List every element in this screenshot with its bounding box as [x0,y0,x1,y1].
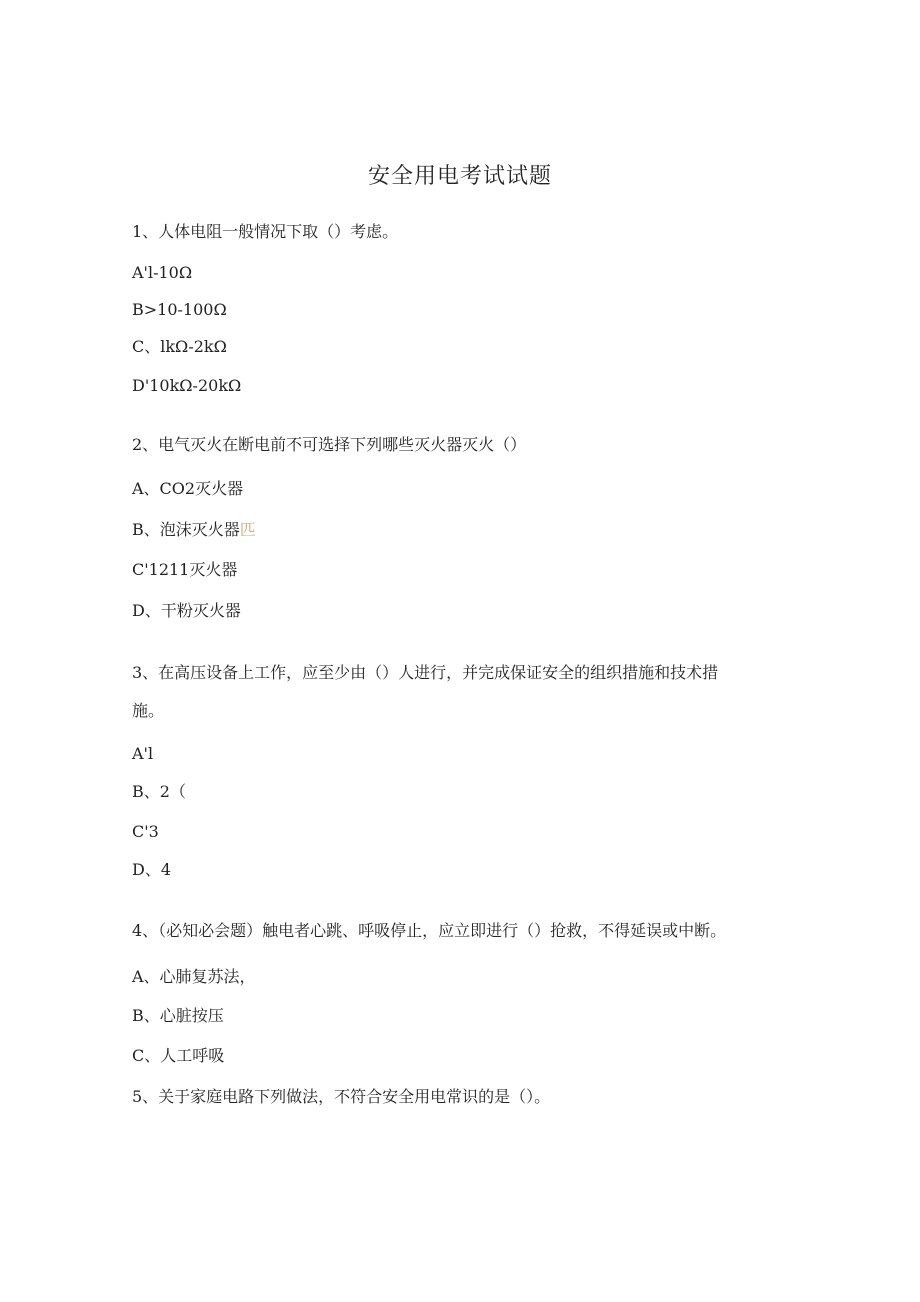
question-1-option-a: A'l-10Ω [132,263,193,282]
question-2-option-d: D、干粉灭火器 [132,601,241,620]
question-1-option-b: B>10-100Ω [132,300,227,319]
question-2-option-b: B、泡沫灭火器 [132,520,240,539]
question-3-option-d: D、4 [132,860,172,879]
question-3-option-b: B、2（ [132,782,186,801]
question-1-option-c: C、lkΩ-2kΩ [132,337,227,356]
question-3-option-c: C'3 [132,822,159,841]
question-3-stem-line-1: 3、在高压设备上工作，应至少由（）人进行，并完成保证安全的组织措施和技术措 [132,663,719,682]
question-2-option-c: C'1211灭火器 [132,560,238,579]
question-3-stem-line-2: 施。 [132,701,165,720]
question-5-stem: 5、关于家庭电路下列做法，不符合安全用电常识的是（）。 [132,1087,551,1106]
question-2-option-b-row [132,520,256,540]
page-title: 安全用电考试试题 [367,164,552,189]
question-2-option-a: A、CO2灭火器 [132,479,244,498]
question-1-stem: 1、人体电阻一般情况下取（）考虑。 [132,222,399,241]
question-2-stem: 2、电气灭火在断电前不可选择下列哪些灭火器灭火（） [132,435,527,454]
question-3-option-a: A'l [132,744,154,763]
question-4-stem: 4、（必知必会题）触电者心跳、呼吸停止，应立即进行（）抢救，不得延误或中断。 [132,921,727,940]
question-4-option-b: B、心脏按压 [132,1006,224,1025]
question-4-option-a: A、心肺复苏法， [132,967,256,986]
question-1-option-d: D'10kΩ-20kΩ [132,376,242,395]
question-4-option-c: C、人工呼吸 [132,1046,225,1065]
stamp-mark: 匹 [239,520,256,539]
